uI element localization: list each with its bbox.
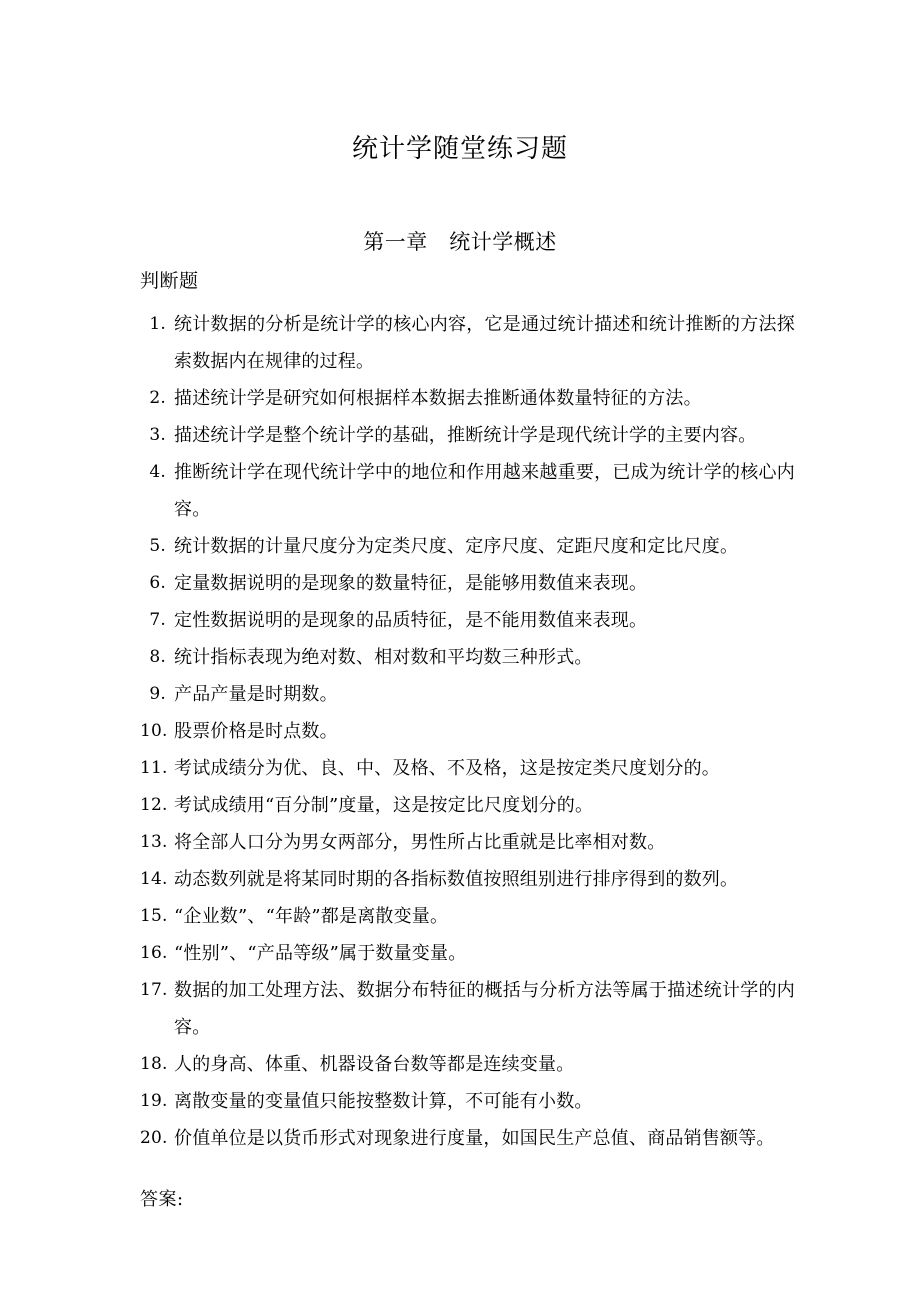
question-number: 3. xyxy=(149,425,166,445)
question-text: 数据的加工处理方法、数据分布特征的概括与分析方法等属于描述统计学的内容。 xyxy=(174,980,795,1038)
question-text: 考试成绩分为优、良、中、及格、不及格，这是按定类尺度划分的。 xyxy=(174,758,720,779)
question-list xyxy=(140,306,795,1157)
question-number: 18. xyxy=(140,1054,168,1074)
question-text: 人的身高、体重、机器设备台数等都是连续变量。 xyxy=(174,1054,575,1075)
question-text: “性别”、“产品等级”属于数量变量。 xyxy=(174,943,467,964)
question-item xyxy=(140,528,795,565)
question-text: “企业数”、“年龄”都是离散变量。 xyxy=(174,906,449,927)
question-item xyxy=(140,306,795,380)
question-number: 17. xyxy=(140,980,168,1000)
question-number: 10. xyxy=(140,721,168,741)
question-number: 7. xyxy=(149,610,166,630)
question-text: 统计数据的计量尺度分为定类尺度、定序尺度、定距尺度和定比尺度。 xyxy=(174,536,739,557)
question-number: 9. xyxy=(149,684,166,704)
question-text: 股票价格是时点数。 xyxy=(174,721,338,742)
question-item xyxy=(140,824,795,861)
question-item xyxy=(140,898,795,935)
question-text: 动态数列就是将某同时期的各指标数值按照组别进行排序得到的数列。 xyxy=(174,869,739,890)
question-text: 定量数据说明的是现象的数量特征，是能够用数值来表现。 xyxy=(174,573,648,594)
question-item xyxy=(140,713,795,750)
question-number: 5. xyxy=(149,536,166,556)
page-title: 统计学随堂练习题 xyxy=(351,134,568,165)
question-text: 产品产量是时期数。 xyxy=(174,684,338,705)
question-item xyxy=(140,676,795,713)
answer-label: 答案: xyxy=(140,1189,184,1210)
question-text: 考试成绩用“百分制”度量，这是按定比尺度划分的。 xyxy=(174,795,594,816)
question-text: 统计数据的分析是统计学的核心内容，它是通过统计描述和统计推断的方法探索数据内在规律的过程。 xyxy=(174,314,795,372)
question-item xyxy=(140,972,795,1046)
question-item xyxy=(140,1120,795,1157)
question-number: 16. xyxy=(140,943,168,963)
question-text: 将全部人口分为男女两部分，男性所占比重就是比率相对数。 xyxy=(174,832,666,853)
section-heading-true-false: 判断题 xyxy=(140,270,199,292)
question-item xyxy=(140,565,795,602)
question-item xyxy=(140,787,795,824)
question-item xyxy=(140,380,795,417)
question-text: 统计指标表现为绝对数、相对数和平均数三种形式。 xyxy=(174,647,593,668)
question-number: 4. xyxy=(149,462,166,482)
question-item xyxy=(140,1083,795,1120)
question-number: 1. xyxy=(149,314,166,334)
question-number: 8. xyxy=(149,647,166,667)
question-number: 14. xyxy=(140,869,168,889)
question-number: 20. xyxy=(140,1128,168,1148)
question-item xyxy=(140,454,795,528)
question-number: 11. xyxy=(140,758,168,778)
question-number: 12. xyxy=(140,795,168,815)
question-text: 离散变量的变量值只能按整数计算，不可能有小数。 xyxy=(174,1091,593,1112)
chapter-heading: 第一章 统计学概述 xyxy=(363,230,557,255)
body-content xyxy=(140,264,795,1217)
question-item xyxy=(140,417,795,454)
question-text: 价值单位是以货币形式对现象进行度量，如国民生产总值、商品销售额等。 xyxy=(174,1128,775,1149)
question-item xyxy=(140,639,795,676)
question-number: 6. xyxy=(149,573,166,593)
question-number: 19. xyxy=(140,1091,168,1111)
question-item xyxy=(140,1046,795,1083)
question-text: 推断统计学在现代统计学中的地位和作用越来越重要，已成为统计学的核心内容。 xyxy=(174,462,795,520)
question-item xyxy=(140,935,795,972)
question-item xyxy=(140,861,795,898)
question-text: 定性数据说明的是现象的品质特征，是不能用数值来表现。 xyxy=(174,610,648,631)
question-number: 13. xyxy=(140,832,168,852)
question-item xyxy=(140,750,795,787)
question-number: 2. xyxy=(149,388,166,408)
question-number: 15. xyxy=(140,906,168,926)
question-text: 描述统计学是整个统计学的基础，推断统计学是现代统计学的主要内容。 xyxy=(174,425,757,446)
question-text: 描述统计学是研究如何根据样本数据去推断通体数量特征的方法。 xyxy=(174,388,702,409)
question-item xyxy=(140,602,795,639)
